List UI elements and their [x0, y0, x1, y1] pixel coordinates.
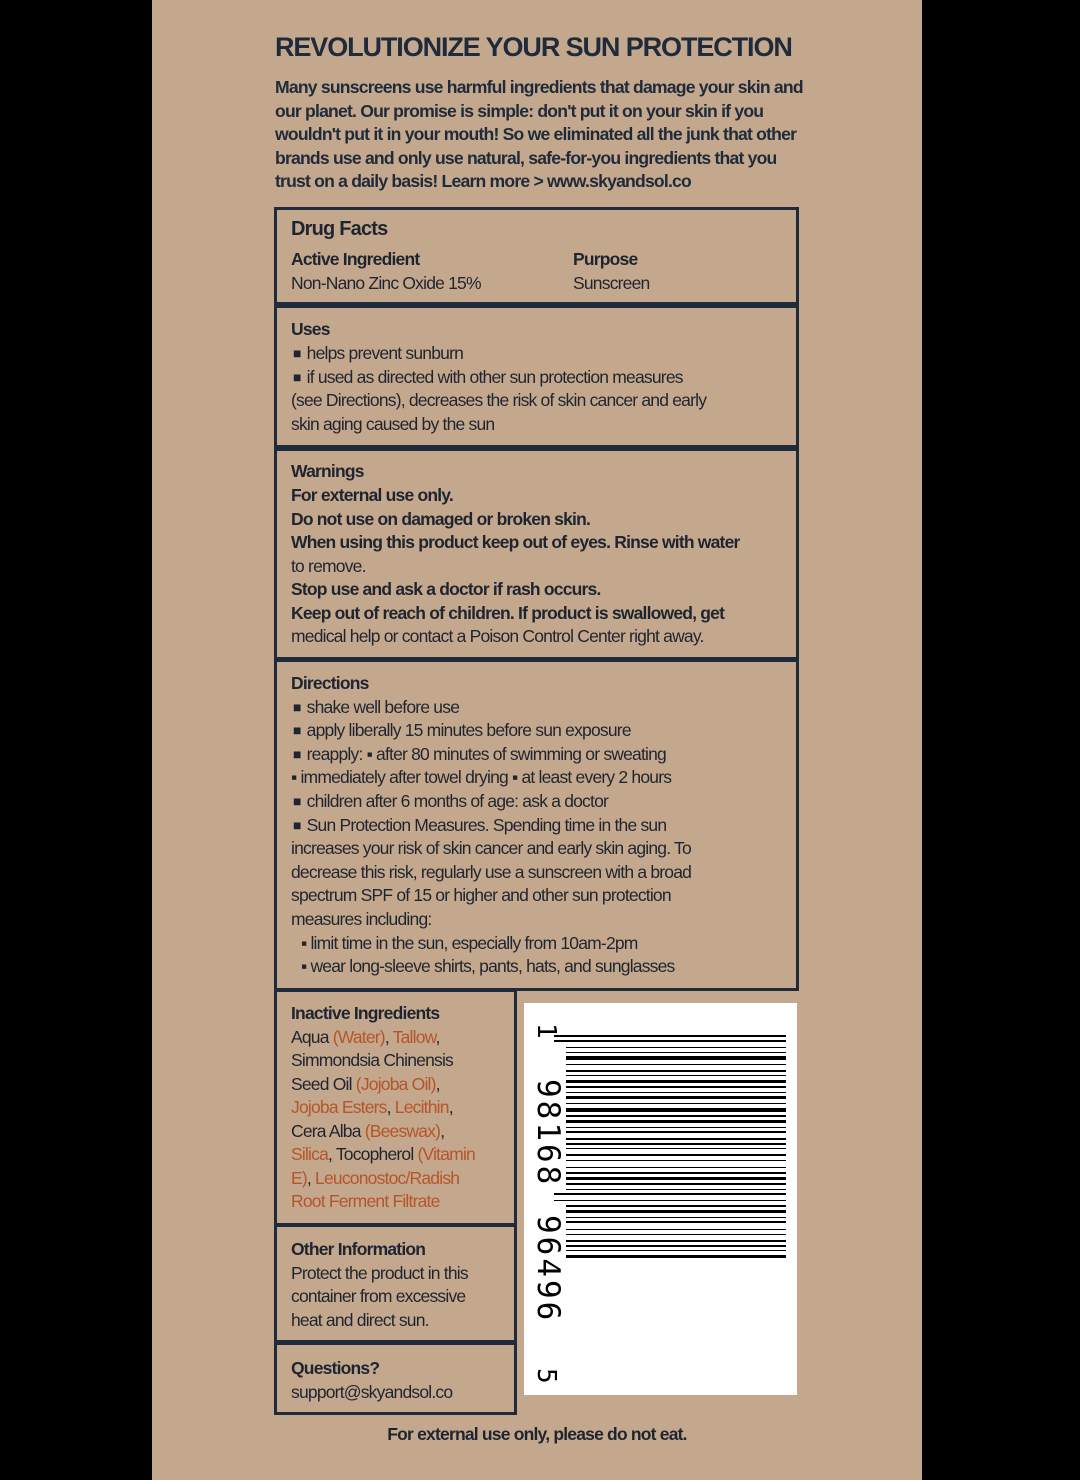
barcode-bar	[566, 1092, 786, 1093]
ingredient-text: Lecithin	[394, 1097, 449, 1117]
purpose-label: Purpose	[573, 249, 638, 269]
barcode-group1: 98168	[530, 1079, 566, 1188]
barcode-bar	[566, 1056, 786, 1060]
ingredient-text: Cera Alba	[291, 1121, 365, 1141]
barcode	[524, 1003, 797, 1395]
barcode-bar	[566, 1172, 786, 1174]
uses-box	[274, 305, 799, 448]
ingredient-text: ,	[386, 1097, 395, 1117]
ingredient-text: ,	[384, 1027, 393, 1047]
warnings-title: Warnings	[291, 461, 364, 481]
barcode-bar	[566, 1120, 786, 1123]
directions-item-cont: spectrum SPF of 15 or higher and other sun protection	[291, 885, 671, 905]
directions-item: ■ apply liberally 15 minutes before sun exposure	[291, 719, 786, 744]
inactive-line	[291, 1096, 504, 1120]
barcode-bar	[566, 1167, 786, 1168]
barcode-bar	[566, 1070, 786, 1072]
barcode-bar	[566, 1177, 786, 1180]
directions-title: Directions	[291, 673, 369, 693]
barcode-bar	[566, 1160, 786, 1161]
inactive-line: Simmondsia Chinensis	[291, 1050, 453, 1070]
ingredient-text: , Tocopherol	[328, 1144, 418, 1164]
ingredient-text: Aqua	[291, 1027, 333, 1047]
barcode-bar	[566, 1127, 786, 1128]
barcode-bar	[566, 1143, 786, 1145]
directions-subitem: ▪ wear long-sleeve shirts, pants, hats, and sunglasses	[301, 956, 675, 976]
directions-item: ■ shake well before use	[291, 696, 786, 721]
inactive-line	[291, 1073, 504, 1097]
barcode-bar	[566, 1210, 786, 1213]
ingredient-text: Tallow	[392, 1027, 436, 1047]
inactive-ingredients-box	[274, 989, 517, 1226]
ingredient-text: ,	[440, 1121, 445, 1141]
warning-line: Keep out of reach of children. If product is swallowed, get	[291, 603, 725, 623]
warning-line: For external use only.	[291, 485, 453, 505]
barcode-bar	[566, 1183, 786, 1185]
directions-item: ■ children after 6 months of age: ask a doctor	[291, 790, 786, 815]
barcode-bar	[566, 1096, 786, 1099]
ingredient-text: ,	[435, 1027, 440, 1047]
directions-subitem: ▪ limit time in the sun, especially from 10am-2pm	[301, 933, 638, 953]
support-email: support@skyandsol.co	[291, 1382, 453, 1402]
barcode-bar	[566, 1234, 786, 1235]
ingredient-text: Silica	[291, 1144, 329, 1164]
barcode-bar	[554, 1040, 786, 1042]
drug-facts-box	[274, 207, 799, 305]
barcode-bar	[566, 1052, 786, 1053]
barcode-bar	[566, 1047, 786, 1048]
barcode-right-digit: 5	[531, 1368, 561, 1384]
other-info-title: Other Information	[291, 1239, 426, 1259]
warning-line: medical help or contact a Poison Control Center right away.	[291, 626, 704, 646]
ingredient-text: ,	[448, 1097, 453, 1117]
ingredient-text: ,	[306, 1168, 316, 1188]
warning-line: When using this product keep out of eyes. Rinse with water	[291, 532, 740, 552]
questions-title: Questions?	[291, 1358, 380, 1378]
questions-box	[274, 1342, 517, 1415]
barcode-group2: 96496	[530, 1215, 566, 1324]
barcode-bar	[566, 1217, 786, 1218]
ingredient-text: ,	[435, 1074, 440, 1094]
inactive-line	[291, 1120, 504, 1144]
directions-item-cont: measures including:	[291, 909, 432, 929]
warning-line: to remove.	[291, 556, 366, 576]
warning-line: Do not use on damaged or broken skin.	[291, 509, 591, 529]
uses-title: Uses	[291, 319, 330, 339]
barcode-bar	[566, 1108, 786, 1112]
barcode-bar	[566, 1245, 786, 1247]
uses-item: ■ helps prevent sunburn	[291, 342, 786, 367]
ingredient-text: E)	[291, 1168, 307, 1188]
warnings-box	[274, 448, 799, 660]
inactive-title: Inactive Ingredients	[291, 1003, 440, 1023]
ingredient-text: (Jojoba Oil)	[355, 1074, 436, 1094]
active-ingredient-value: Non-Nano Zinc Oxide 15%	[291, 273, 481, 293]
barcode-bar	[566, 1075, 786, 1076]
directions-item-cont: ▪ immediately after towel drying ▪ at least every 2 hours	[291, 767, 672, 787]
barcode-bar	[566, 1221, 786, 1223]
footer-note: For external use only, please do not eat.	[387, 1424, 687, 1444]
barcode-bar	[566, 1138, 786, 1140]
other-information-box	[274, 1224, 517, 1343]
ingredient-text: Leuconostoc/Radish	[315, 1168, 460, 1188]
ingredient-text: (Vitamin	[417, 1144, 475, 1164]
barcode-bar	[566, 1080, 786, 1083]
barcode-bar	[566, 1229, 786, 1230]
headline: REVOLUTIONIZE YOUR SUN PROTECTION	[275, 32, 792, 62]
drug-facts-title: Drug Facts	[291, 218, 388, 240]
directions-item: ■ reapply: ▪ after 80 minutes of swimming or sweating	[291, 743, 786, 768]
barcode-bar	[566, 1189, 786, 1190]
uses-item: ■ if used as directed with other sun protection measures	[291, 366, 786, 391]
barcode-bar	[566, 1154, 786, 1156]
barcode-graphic	[524, 1003, 797, 1395]
other-info-line: container from excessive	[291, 1286, 466, 1306]
barcode-bar	[566, 1240, 786, 1242]
barcode-bar	[554, 1035, 786, 1037]
directions-item-cont: decrease this risk, regularly use a sunscreen with a broad	[291, 862, 692, 882]
ingredient-text: Jojoba Esters	[291, 1097, 387, 1117]
barcode-bars	[554, 1035, 786, 1258]
barcode-bar	[554, 1193, 786, 1195]
barcode-left-digit: 1	[531, 1023, 561, 1039]
intro-paragraph: Many sunscreens use harmful ingredients that damage your skin and our planet. Our promise is simple: don't put it on your skin if you wouldn't put it in your mouth! So we eliminated all the junk that other brands use and only use natural, safe-for-you ingredients that you trust on a daily basis! Learn more > www.skyandsol.co	[275, 77, 803, 192]
barcode-bar	[566, 1115, 786, 1117]
barcode-bar	[566, 1205, 786, 1207]
barcode-bar	[566, 1255, 786, 1258]
purpose-value: Sunscreen	[573, 273, 650, 293]
barcode-bar	[566, 1103, 786, 1104]
inactive-line	[291, 1026, 504, 1050]
ingredient-text: Seed Oil	[291, 1074, 356, 1094]
inactive-line	[291, 1167, 504, 1191]
other-info-line: heat and direct sun.	[291, 1310, 429, 1330]
barcode-bar	[566, 1064, 786, 1065]
barcode-bar	[566, 1250, 786, 1251]
ingredient-text: (Water)	[332, 1027, 385, 1047]
label-panel	[152, 0, 922, 1480]
barcode-bar	[566, 1148, 786, 1149]
uses-item-cont: (see Directions), decreases the risk of skin cancer and early	[291, 390, 707, 410]
directions-item-cont: increases your risk of skin cancer and early skin aging. To	[291, 838, 691, 858]
ingredient-text: (Beeswax)	[364, 1121, 441, 1141]
other-info-line: Protect the product in this	[291, 1263, 468, 1283]
inactive-line	[291, 1143, 514, 1167]
barcode-bar	[566, 1131, 786, 1133]
directions-box	[274, 659, 799, 991]
barcode-bar	[554, 1200, 786, 1201]
barcode-bar	[566, 1086, 786, 1088]
uses-item-cont: skin aging caused by the sun	[291, 414, 495, 434]
warning-line: Stop use and ask a doctor if rash occurs.	[291, 579, 601, 599]
inactive-line: Root Ferment Filtrate	[291, 1191, 440, 1211]
active-ingredient-label: Active Ingredient	[291, 249, 420, 269]
directions-item: ■ Sun Protection Measures. Spending time in the sun	[291, 814, 786, 839]
